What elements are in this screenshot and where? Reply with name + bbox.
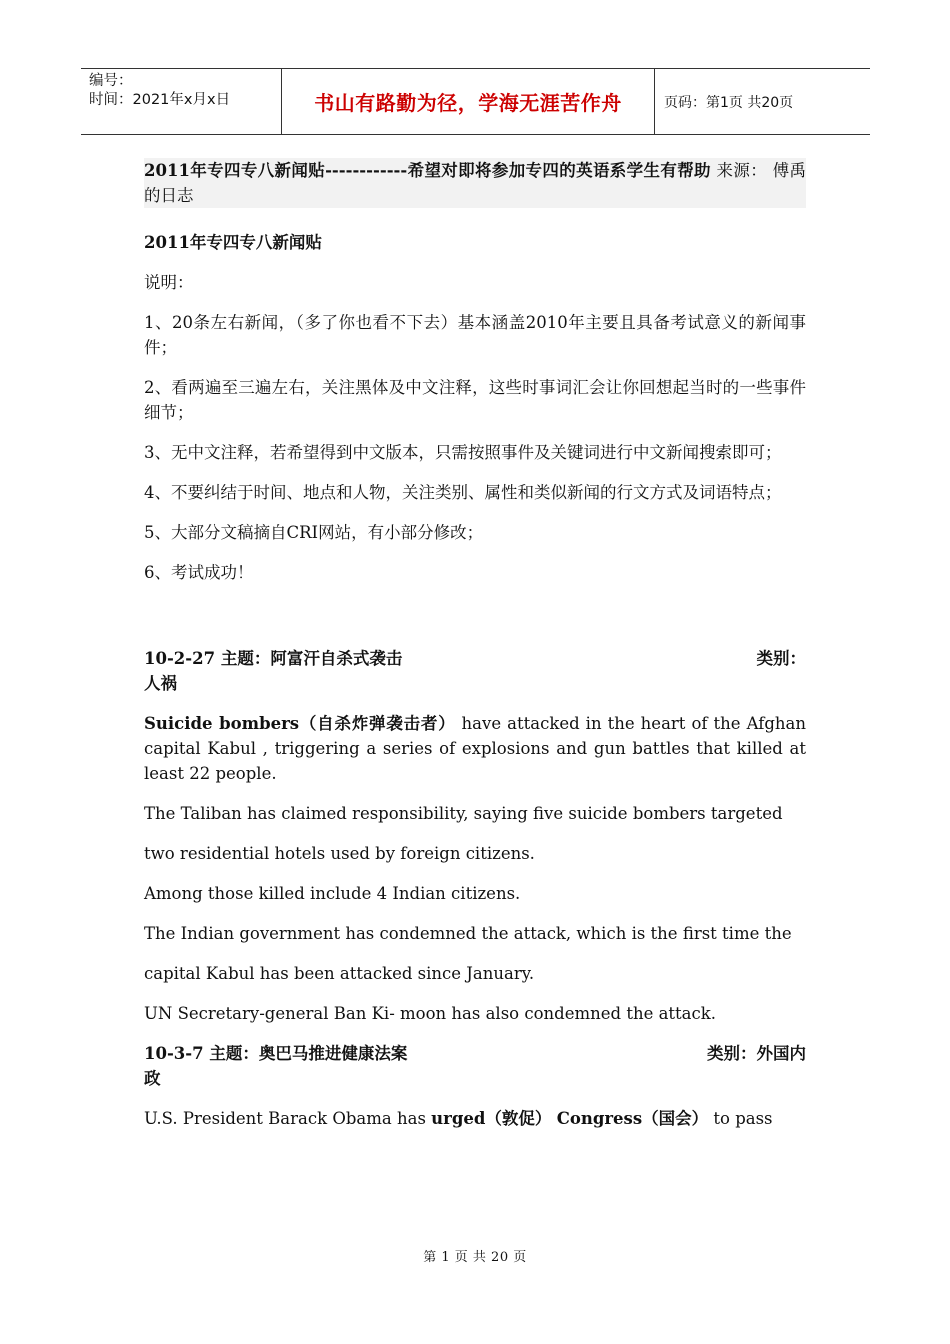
intro-item: 3、无中文注释，若希望得到中文版本，只需按照事件及关键词进行中文新闻搜索即可； [144, 443, 782, 462]
news-item-2 [144, 1041, 806, 1091]
intro-item: 2、看两遍至三遍左右，关注黑体及中文注释，这些时事词汇会让你回想起当时的一些事件细节； [144, 378, 806, 422]
time-label: 时间：2021年x月x日 [89, 92, 231, 108]
intro-item: 6、考试成功！ [144, 563, 254, 582]
news-line: capital Kabul has been attacked since January. [144, 964, 535, 983]
header-page-info: 页码：第1页 共20页 [664, 94, 794, 111]
document-body [144, 158, 806, 1146]
header-motto: 书山有路勤为径，学海无涯苦作舟 [281, 69, 655, 134]
lead-bold-term: Suicide bombers（自杀炸弹袭击者） [144, 714, 456, 733]
news-line: The Taliban has claimed responsibility, saying five suicide bombers targeted [144, 804, 783, 823]
document-subtitle: 2011年专四专八新闻贴 [144, 233, 322, 252]
intro-item: 5、大部分文稿摘自CRI网站，有小部分修改； [144, 523, 484, 542]
news-line: Among those killed include 4 Indian citizens. [144, 884, 521, 903]
lead-text: to pass [708, 1109, 773, 1128]
news-category-label: 类别：外国内 [707, 1044, 806, 1063]
news-topic: 10-2-27 主题：阿富汗自杀式袭击 [144, 649, 403, 668]
page-footer: 第 1 页 共 20 页 [423, 1250, 527, 1265]
title-bold: 2011年专四专八新闻贴------------希望对即将参加专四的英语系学生有帮助 [144, 161, 711, 180]
lead-text: U.S. President Barack Obama has [144, 1109, 432, 1128]
news-category-line [144, 671, 806, 696]
spacer [144, 600, 806, 646]
lead-text: have attacked in the heart of the Afghan capital Kabul , triggering a series of explosions and gun battles that killed at least 22 people. [144, 714, 806, 783]
news-line: UN Secretary-general Ban Ki- moon has also condemned the attack. [144, 1004, 717, 1023]
lead-bold-term: urged（敦促） [431, 1109, 552, 1128]
news-category-label: 类别： [756, 649, 806, 668]
news-category-value: 人祸 [144, 674, 177, 693]
news-lead [144, 1106, 806, 1131]
news-line: two residential hotels used by foreign citizens. [144, 844, 535, 863]
news-lead [144, 711, 806, 786]
page-header [81, 68, 870, 135]
news-item-1 [144, 646, 806, 696]
title-source: 来源： 傅禹的日志 [144, 161, 806, 205]
document-title [144, 158, 806, 208]
intro-item: 1、20条左右新闻，（多了你也看不下去）基本涵盖2010年主要且具备考试意义的新闻事件； [144, 313, 806, 357]
news-category-value: 政 [144, 1069, 161, 1088]
news-topic-line [144, 646, 806, 671]
number-label: 编号： [89, 73, 133, 89]
intro-label: 说明： [144, 273, 194, 292]
intro-item: 4、不要纠结于时间、地点和人物，关注类别、属性和类似新闻的行文方式及词语特点； [144, 483, 782, 502]
news-line: The Indian government has condemned the attack, which is the first time the [144, 924, 792, 943]
news-topic-line [144, 1041, 806, 1066]
news-topic: 10-3-7 主题：奥巴马推进健康法案 [144, 1044, 408, 1063]
header-meta [81, 69, 281, 134]
lead-bold-term: Congress（国会） [556, 1109, 709, 1128]
news-category-line [144, 1066, 806, 1091]
